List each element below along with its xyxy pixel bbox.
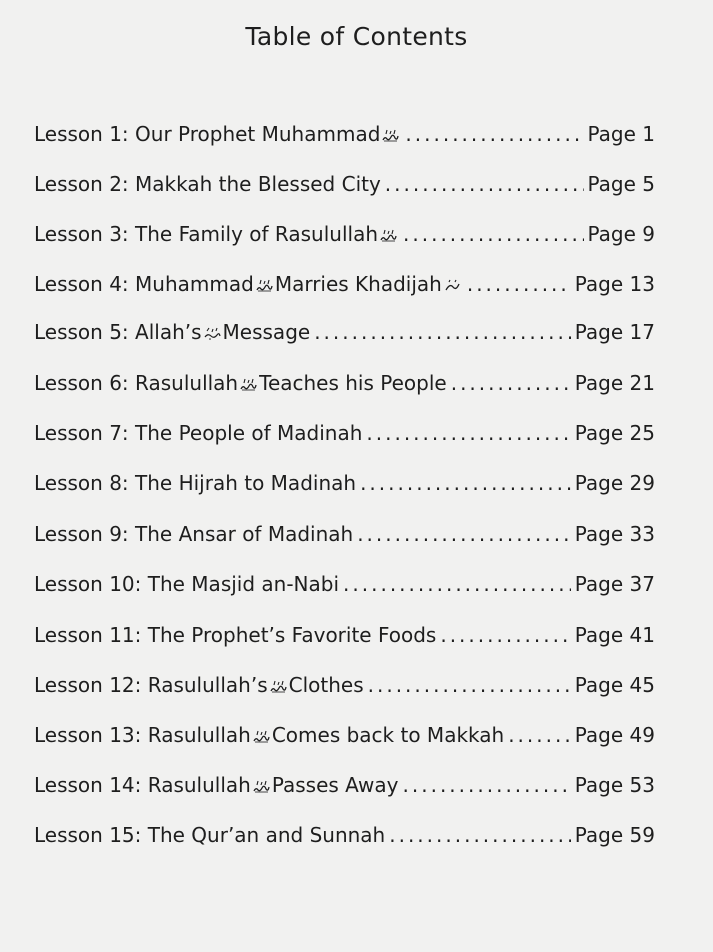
lesson-title-text: Lesson 15: The Qur’an and Sunnah: [34, 823, 386, 847]
toc-entry: [34, 421, 655, 455]
dot-leader: [360, 471, 571, 495]
dot-leader: [366, 421, 570, 445]
lesson-title-text: Lesson 10: The Masjid an-Nabi: [34, 572, 340, 596]
lesson-title: [34, 222, 399, 246]
lesson-title-text: Lesson 7: The People of Madinah: [34, 421, 363, 445]
page-number: Page 45: [574, 673, 655, 697]
page-number: Page 29: [574, 471, 655, 495]
toc-entry: [34, 623, 655, 657]
lesson-title: [34, 723, 504, 747]
lesson-title-text: Marries Khadijah: [274, 272, 442, 296]
lesson-title-text: Lesson 12: Rasulullah’s: [34, 673, 268, 697]
lesson-title-text: Passes Away: [271, 773, 399, 797]
lesson-title: [34, 623, 436, 647]
lesson-title-text: Lesson 9: The Ansar of Madinah: [34, 522, 354, 546]
lesson-title: [34, 172, 381, 196]
page-number: Page 13: [574, 272, 655, 296]
toc-entry: [34, 272, 655, 306]
lesson-title-text: Lesson 4: Muhammad: [34, 272, 254, 296]
dot-leader: [389, 823, 571, 847]
lesson-title: [34, 421, 362, 445]
lesson-title-text: Lesson 13: Rasulullah: [34, 723, 251, 747]
lesson-title: [34, 320, 310, 344]
page-number: Page 53: [574, 773, 655, 797]
dot-leader: [467, 272, 571, 296]
toc-entry: [34, 371, 655, 405]
page-number: Page 37: [574, 572, 655, 596]
lesson-title-text: Lesson 6: Rasulullah: [34, 371, 239, 395]
page-number: Page 21: [574, 371, 655, 395]
lesson-title-text: Lesson 8: The Hijrah to Madinah: [34, 471, 357, 495]
toc-entry: [34, 673, 655, 707]
page-number: Page 17: [574, 320, 655, 344]
page-number: Page 49: [574, 723, 655, 747]
toc-entry: [34, 122, 655, 156]
toc-entry: [34, 320, 655, 354]
lesson-title-text: Comes back to Makkah: [271, 723, 505, 747]
lesson-title-text: Message: [222, 320, 311, 344]
lesson-title-text: Lesson 11: The Prophet’s Favorite Foods: [34, 623, 437, 647]
lesson-title: [34, 673, 364, 697]
dot-leader: [405, 122, 583, 146]
lesson-title-text: Lesson 14: Rasulullah: [34, 773, 251, 797]
lesson-title: [34, 272, 463, 296]
toc-entry: [34, 572, 655, 606]
dot-leader: [343, 572, 571, 596]
pbuh-calligraphy-icon: [253, 730, 270, 743]
dot-leader: [508, 723, 571, 747]
lesson-title-text: Clothes: [288, 673, 364, 697]
dot-leader: [314, 320, 571, 344]
pbuh-calligraphy-icon: [380, 229, 397, 242]
lesson-title-text: Lesson 3: The Family of Rasulullah: [34, 222, 379, 246]
pbuh-calligraphy-icon: [253, 780, 270, 793]
page-number: Page 1: [587, 122, 655, 146]
lesson-title: [34, 773, 399, 797]
dot-leader: [451, 371, 571, 395]
toc-entry: [34, 723, 655, 757]
lesson-title-text: Lesson 2: Makkah the Blessed City: [34, 172, 381, 196]
lesson-title: [34, 572, 339, 596]
dot-leader: [385, 172, 584, 196]
toc-entry: [34, 823, 655, 857]
dot-leader: [357, 522, 571, 546]
lesson-title-text: Lesson 5: Allah’s: [34, 320, 202, 344]
pbuh-calligraphy-icon: [256, 279, 273, 292]
page-number: Page 33: [574, 522, 655, 546]
pbuh-calligraphy-icon: [382, 129, 399, 142]
pbuh-calligraphy-icon: [270, 680, 287, 693]
toc-entry: [34, 522, 655, 556]
lesson-title-text: Teaches his People: [259, 371, 447, 395]
toc-entry: [34, 773, 655, 807]
page-number: Page 5: [587, 172, 655, 196]
toc-entry: [34, 471, 655, 505]
dot-leader: [403, 222, 583, 246]
dot-leader: [440, 623, 570, 647]
swt-calligraphy-icon: [204, 327, 221, 340]
ra-calligraphy-icon: [444, 279, 461, 292]
dot-leader: [403, 773, 571, 797]
page-number: Page 59: [574, 823, 655, 847]
lesson-title: [34, 471, 356, 495]
lesson-title: [34, 522, 353, 546]
lesson-title: [34, 823, 385, 847]
page-number: Page 9: [587, 222, 655, 246]
toc-entry: [34, 172, 655, 206]
lesson-title-text: Lesson 1: Our Prophet Muhammad: [34, 122, 381, 146]
lesson-title: [34, 371, 447, 395]
page-number: Page 25: [574, 421, 655, 445]
lesson-title: [34, 122, 401, 146]
dot-leader: [368, 673, 571, 697]
pbuh-calligraphy-icon: [240, 378, 257, 391]
page-number: Page 41: [574, 623, 655, 647]
toc-entry: [34, 222, 655, 256]
page-title: Table of Contents: [245, 22, 468, 51]
